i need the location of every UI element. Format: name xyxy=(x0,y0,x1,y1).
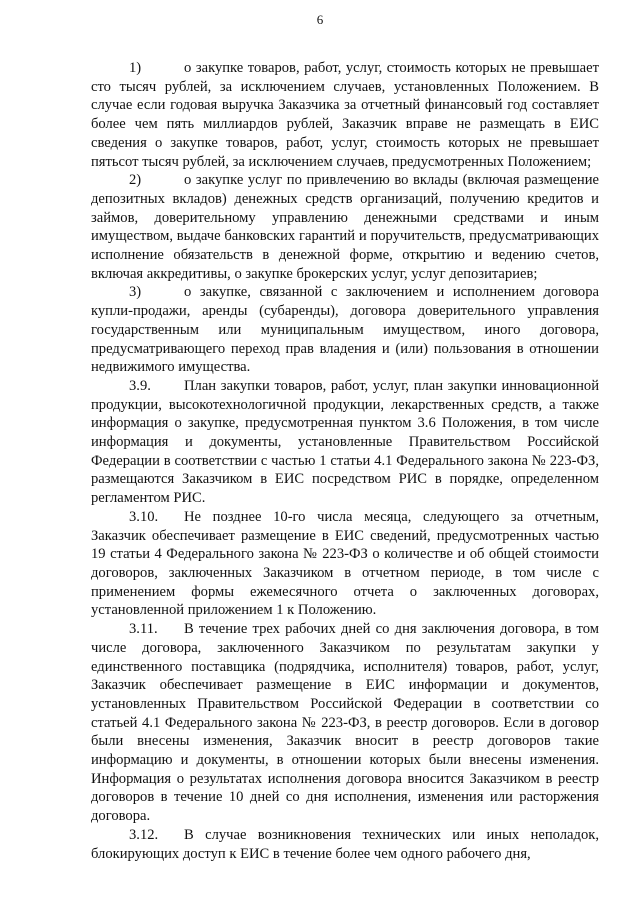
clause-number: 3.11. xyxy=(129,621,158,638)
paragraph-3-10 xyxy=(91,508,599,620)
paragraph-3-12 xyxy=(91,826,599,863)
item-number: 1) xyxy=(129,60,142,76)
paragraph-3-11 xyxy=(91,620,599,826)
item-number: 3) xyxy=(129,284,142,301)
clause-number: 3.9. xyxy=(129,377,151,394)
paragraph-text: о закупке, связанной с заключением и исполнением договора купли-продажи, аренды (субаренды), договора доверительного управления государственным или муниципальным имуществом, иного договора, предусматривающего переход прав владения и (или) пользования в отношении недвижимого имущества. xyxy=(91,284,599,376)
paragraph-text: План закупки товаров, работ, услуг, план закупки инновационной продукции, высокотехнологичной продукции, лекарственных средств, а также информация о закупке, предусмотренная пунктом 3.6 Положения, в том числе информация и документы, установленные Правительством Российской Федерации в соответствии с частью 1 статьи 4.1 Федерального закона № 223-ФЗ, размещаются Заказчиком в ЕИС посредством РИС в порядке, определенном регламентом РИС. xyxy=(91,377,599,507)
paragraph-1 xyxy=(91,59,599,171)
page-number: 6 xyxy=(316,12,324,27)
paragraph-3 xyxy=(91,283,599,377)
paragraph-2 xyxy=(91,171,599,283)
paragraph-text: о закупке услуг по привлечению во вклады (включая размещение депозитных вкладов) денежных средств организаций, получению кредитов и займов, доверительному управлению денежными средствами и иным имуществом, выдаче банковских гарантий и поручительств, предусматривающих исполнение обязательств в денежной форме, открытию и ведению счетов, включая аккредитивы, о закупке брокерских услуг, услуг депозитариев; xyxy=(91,172,599,282)
paragraph-text: о закупке товаров, работ, услуг, стоимость которых не превышает сто тысяч рублей, за исключением случаев, установленных Положением. В случае если годовая выручка Заказчика за отчетный финансовый год составляет более чем пять миллиардов рублей, Заказчик вправе не размещать в ЕИС сведения о закупке товаров, работ, услуг, стоимость которых не превышает пятьсот тысяч рублей, за исключением случаев, предусмотренных Положением; xyxy=(91,60,599,170)
paragraph-3-9 xyxy=(91,377,599,508)
paragraph-text: В течение трех рабочих дней со дня заключения договора, в том числе договора, заключенного Заказчиком по результатам закупки у единственного поставщика (подрядчика, исполнителя) товаров, работ, услуг, Заказчик обеспечивает размещение в ЕИС информации и документов, установленных Правительством Российской Федерации в соответствии со статьей 4.1 Федерального закона № 223-ФЗ, в реестр договоров. Если в договор были внесены изменения, Заказчик вносит в реестр договоров такие информацию и документы, в отношении которых были внесены изменения. Информация о результатах исполнения договора вносится Заказчиком в реестр договоров в течение 10 дней со дня исполнения, изменения или расторжения договора. xyxy=(91,621,599,825)
paragraph-text: Не позднее 10-го числа месяца, следующего за отчетным, Заказчик обеспечивает размещение в ЕИС сведений, предусмотренных частью 19 статьи 4 Федерального закона № 223-ФЗ о количестве и об общей стоимости договоров, заключенных Заказчиком в отчетном периоде, в том числе с применением формы ежемесячного отчета о заключенных договорах, установленной приложением 1 к Положению. xyxy=(91,508,599,619)
clause-number: 3.12. xyxy=(129,826,159,843)
clause-number: 3.10. xyxy=(129,508,159,525)
item-number: 2) xyxy=(129,172,142,189)
document-body xyxy=(91,59,599,863)
paragraph-text: В случае возникновения технических или иных неполадок, блокирующих доступ к ЕИС в течение более чем одного рабочего дня, xyxy=(91,826,599,862)
